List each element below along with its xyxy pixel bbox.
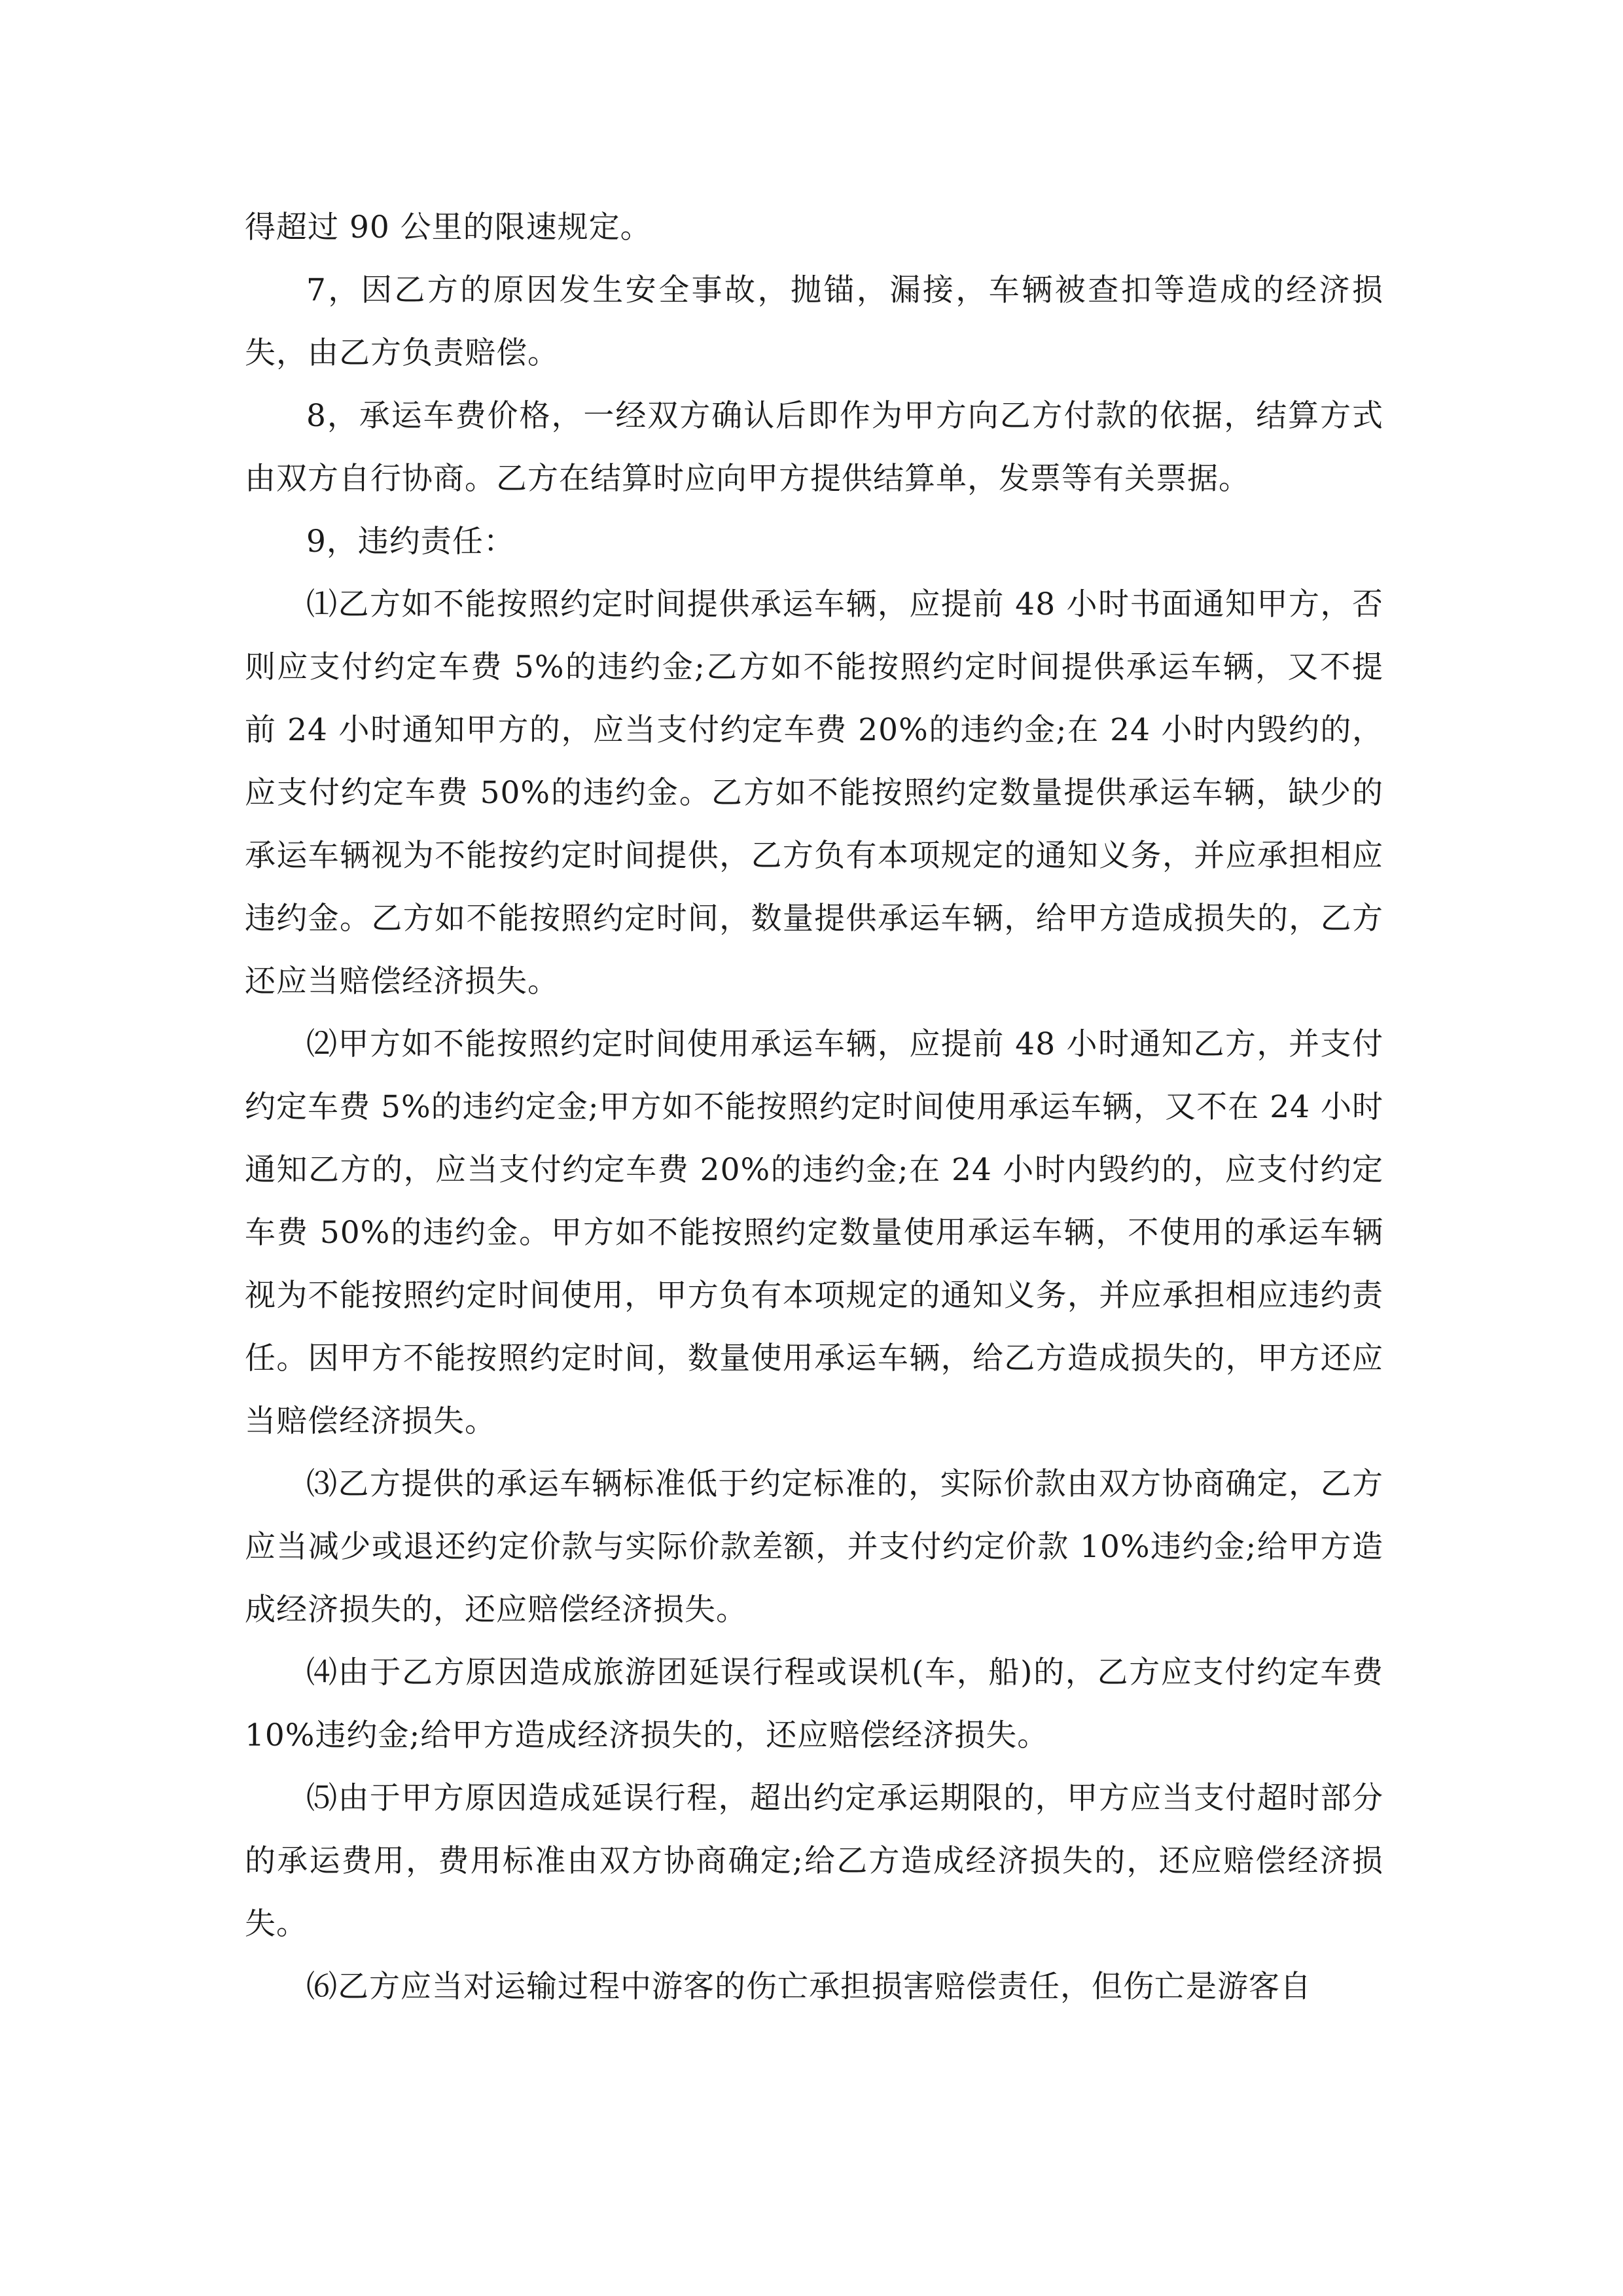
paragraph-item-2: ⑵甲方如不能按照约定时间使用承运车辆，应提前 48 小时通知乙方，并支付约定车费 5%的违约定金;甲方如不能按照约定时间使用承运车辆，又不在 24 小时通知乙方的，应当支付约定车费 20%的违约金;在 24 小时内毁约的，应支付约定车费 50%的违约金。甲方如不能按照约定数量使用承运车辆，不使用的承运车辆视为不能按照约定时间使用，甲方负有本项规定的通知义务，并应承担相应违约责任。因甲方不能按照约定时间，数量使用承运车辆，给乙方造成损失的，甲方还应当赔偿经济损失。 xyxy=(245,1026,1383,1439)
paragraph-item-4: ⑷由于乙方原因造成旅游团延误行程或误机(车，船)的，乙方应支付约定车费 10%违约金;给甲方造成经济损失的，还应赔偿经济损失。 xyxy=(245,1655,1383,1753)
paragraph-item-6: ⑹乙方应当对运输过程中游客的伤亡承担损害赔偿责任，但伤亡是游客自 xyxy=(306,1969,1311,2005)
paragraph-clause-7: 7，因乙方的原因发生安全事故，抛锚，漏接，车辆被查扣等造成的经济损失，由乙方负责赔偿。 xyxy=(245,272,1383,371)
paragraph-clause-8: 8，承运车费价格，一经双方确认后即作为甲方向乙方付款的依据，结算方式由双方自行协商。乙方在结算时应向甲方提供结算单，发票等有关票据。 xyxy=(245,398,1383,497)
paragraph-continuation: 得超过 90 公里的限速规定。 xyxy=(245,209,652,245)
paragraph-item-3: ⑶乙方提供的承运车辆标准低于约定标准的，实际价款由双方协商确定，乙方应当减少或退还约定价款与实际价款差额，并支付约定价款 10%违约金;给甲方造成经济损失的，还应赔偿经济损失。 xyxy=(245,1466,1383,1628)
document-body xyxy=(245,196,1383,2018)
paragraph-item-1: ⑴乙方如不能按照约定时间提供承运车辆，应提前 48 小时书面通知甲方，否则应支付约定车费 5%的违约金;乙方如不能按照约定时间提供承运车辆，又不提前 24 小时通知甲方的，应当支付约定车费 20%的违约金;在 24 小时内毁约的，应支付约定车费 50%的违约金。乙方如不能按照约定数量提供承运车辆，缺少的承运车辆视为不能按约定时间提供，乙方负有本项规定的通知义务，并应承担相应违约金。乙方如不能按照约定时间，数量提供承运车辆，给甲方造成损失的，乙方还应当赔偿经济损失。 xyxy=(245,586,1383,999)
paragraph-item-5: ⑸由于甲方原因造成延误行程，超出约定承运期限的，甲方应当支付超时部分的承运费用，费用标准由双方协商确定;给乙方造成经济损失的，还应赔偿经济损失。 xyxy=(245,1780,1383,1942)
paragraph-clause-9-heading: 9，违约责任： xyxy=(306,524,515,560)
